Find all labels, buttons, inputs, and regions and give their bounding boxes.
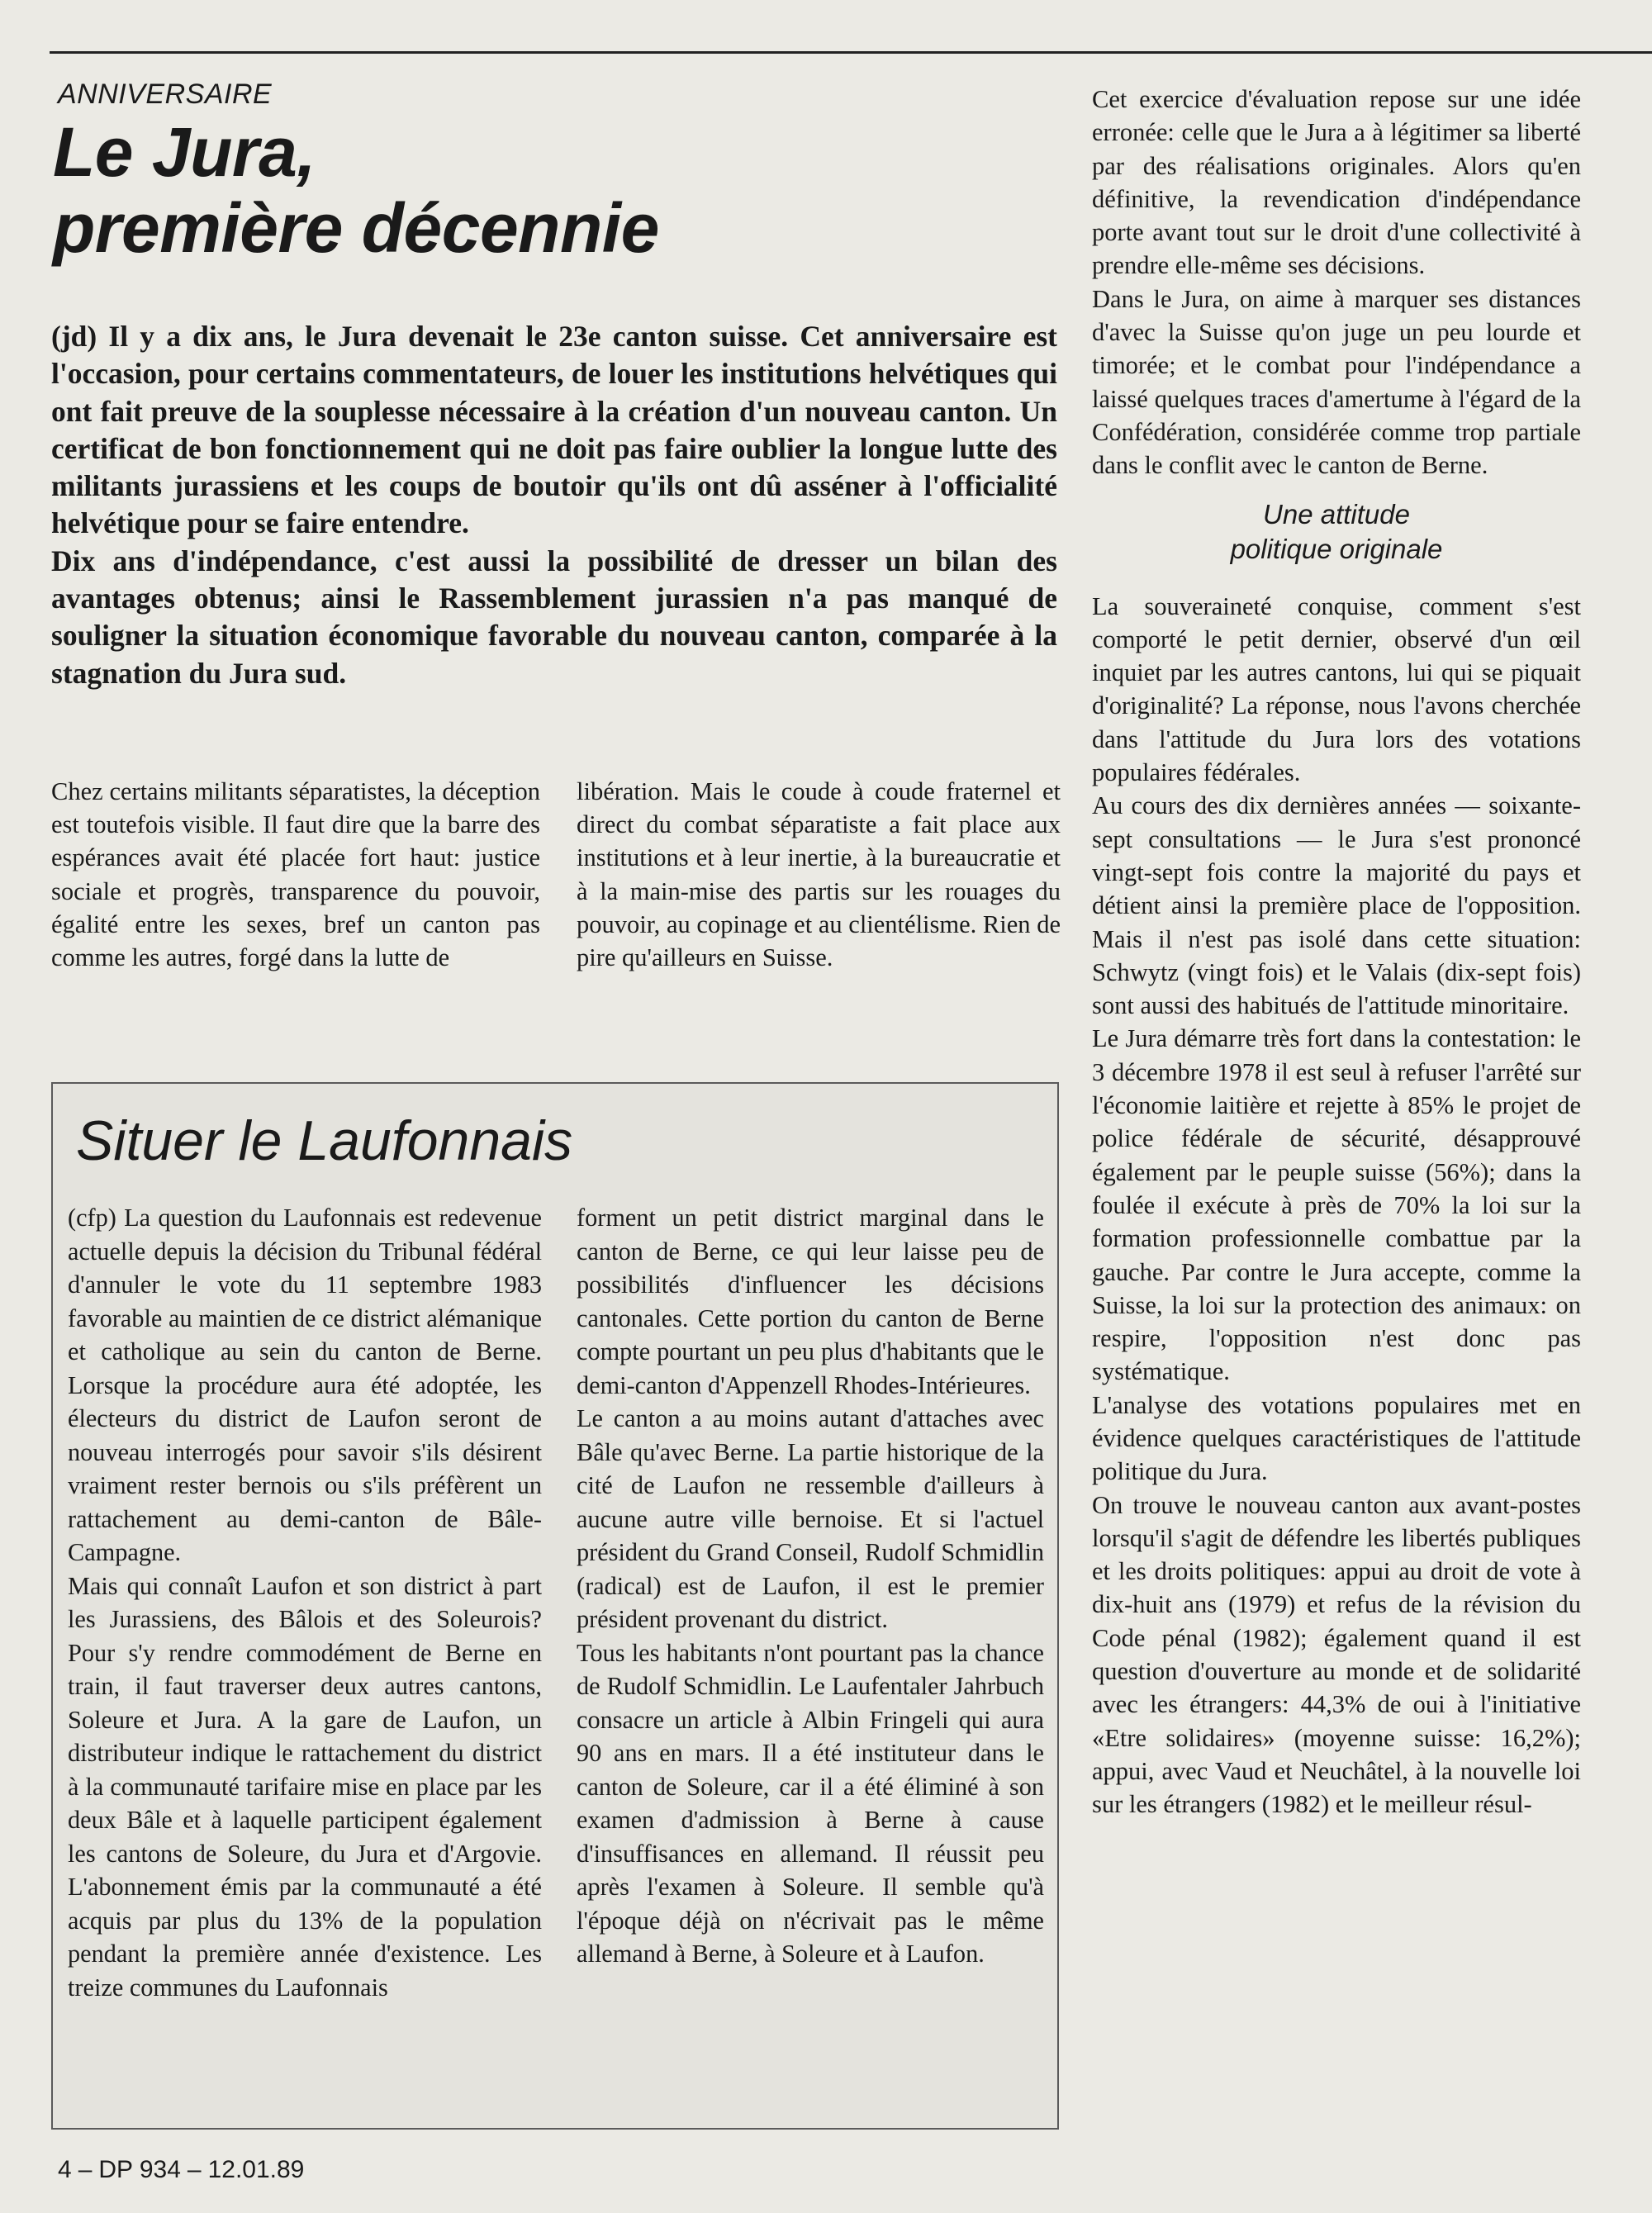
lead-paragraph: Dix ans d'indépendance, c'est aussi la possibilité de dresser un bilan des avantages obtenus; ainsi le Rassemblement jurassien n'a pas manqué de souligner la situation économique favorable du nouveau canton, comparée à la stagnation du Jura sud. (51, 544, 1057, 690)
footer-separator: – (187, 2156, 202, 2183)
body-paragraph: Chez certains militants séparatistes, la déception est toutefois visible. Il faut dire que la barre des espérances avait été placée fort haut: justice sociale et progrès, transparence du pouvoir, égalité entre les sexes, bref un canton pas comme les autres, forgé dans la lutte de (51, 777, 540, 972)
body-paragraph: Dans le Jura, on aime à marquer ses distances d'avec la Suisse qu'on juge un peu lourde et timorée; et le combat pour l'indépendance a laissé quelques traces d'amertume à l'égard de la Confédération, considérée comme trop partiale dans le conflit avec le canton de Berne. (1092, 284, 1581, 480)
page-footer (58, 2156, 311, 2184)
body-paragraph: libération. Mais le coude à coude fraternel et direct du combat séparatiste a fait place aux institutions et à leur inertie, à la bureaucratie et à la main-mise des partis sur les rouages du pouvoir, au copinage et au clientélisme. Rien de pire qu'ailleurs en Suisse. (577, 777, 1061, 972)
top-rule (50, 51, 1652, 54)
subheading-line-2: politique originale (1230, 533, 1443, 564)
sidebar-column-2 (577, 1201, 1044, 1971)
lead-paragraphs (51, 318, 1057, 692)
article-title (53, 114, 659, 266)
issue-date: 12.01.89 (207, 2156, 305, 2183)
lead-paragraph: (jd) Il y a dix ans, le Jura devenait le 23e canton suisse. Cet anniversaire est l'occasion, pour certains commentateurs, de louer les institutions helvétiques qui ont fait preuve de la souplesse nécessaire à la création d'un nouveau canton. Un certificat de bon fonctionnement qui ne doit pas faire oublier la longue lutte des militants jurassiens et les coups de boutoir qu'ils ont dû asséner à l'officialité helvétique pour se faire entendre. (51, 320, 1057, 540)
footer-separator: – (78, 2156, 93, 2183)
page-number: 4 (58, 2156, 72, 2183)
body-paragraph: Le Jura démarre très fort dans la contestation: le 3 décembre 1978 il est seul à refuser l'arrêté sur l'économie laitière et rejette à 85% le projet de police fédérale de sécurité, désapprouvé également par le peuple suisse (56%); dans la foulée il exécute à près de 70% la loi sur la formation professionnelle combattue par la gauche. Par contre le Jura accepte, comme la Suisse, la loi sur la protection des animaux: on respire, l'opposition n'est donc pas systématique. (1092, 1024, 1581, 1386)
title-line-1: Le Jura, (53, 113, 316, 191)
issue-number: DP 934 (98, 2156, 181, 2183)
body-paragraph: L'analyse des votations populaires met en évidence quelques caractéristiques de l'attitude politique du Jura. (1092, 1390, 1581, 1486)
body-paragraph: Cet exercice d'évaluation repose sur une idée erronée: celle que le Jura a à légitimer sa liberté par des réalisations originales. Alors qu'en définitive, la revendication d'indépendance porte avant tout sur le droit d'une collectivité à prendre elle-même ses décisions. (1092, 85, 1581, 280)
body-paragraph: On trouve le nouveau canton aux avant-postes lorsqu'il s'agit de défendre les libertés publiques et les droits politiques: appui au droit de vote à dix-huit ans (1979) et refus de la révision du Code pénal (1982); également quand il est question d'ouverture au monde et de solidarité avec les étrangers: 44,3% de oui à l'initiative «Etre solidaires» (moyenne suisse: 16,2%); appui, avec Vaud et Neuchâtel, à la nouvelle loi sur les étrangers (1982) et le meilleur résul- (1092, 1490, 1581, 1819)
body-paragraph: Tous les habitants n'ont pourtant pas la chance de Rudolf Schmidlin. Le Laufentaler Jahrbuch consacre un article à Albin Fringeli qui aura 90 ans en mars. Il a été instituteur dans le canton de Soleure, car il a été éliminé à son examen d'admission à Berne à cause d'insuffisances en allemand. Il réussit peu après l'examen à Soleure. Il semble qu'à l'époque déjà on n'écrivait pas le même allemand à Berne, à Soleure et à Laufon. (577, 1638, 1044, 1968)
body-paragraph: La souveraineté conquise, comment s'est comporté le petit dernier, observé d'un œil inquiet par les autres cantons, lui qui se piquait d'originalité? La réponse, nous l'avons cherchée dans l'attitude du Jura lors des votations populaires fédérales. (1092, 591, 1581, 787)
sidebar-title: Situer le Laufonnais (76, 1109, 573, 1172)
section-kicker: ANNIVERSAIRE (58, 78, 273, 110)
body-paragraph: forment un petit district marginal dans le canton de Berne, ce qui leur laisse peu de possibilités d'influencer les décisions cantonales. Cette portion du canton de Berne compte pourtant un peu plus d'habitants que le demi-canton d'Appenzell Rhodes-Intérieures. (577, 1204, 1044, 1399)
right-column (1092, 83, 1581, 1821)
title-line-2: première décennie (53, 189, 659, 267)
subheading (1092, 497, 1581, 567)
intro-column-2 (577, 775, 1061, 974)
sidebar-column-1 (68, 1201, 542, 2004)
body-paragraph: Le canton a au moins autant d'attaches avec Bâle qu'avec Berne. La partie historique de la cité de Laufon ne ressemble d'ailleurs à aucune autre ville bernoise. Et si l'actuel président du Grand Conseil, Rudolf Schmidlin (radical) est de Laufon, il est le premier président provenant du district. (577, 1404, 1044, 1633)
subheading-line-1: Une attitude (1263, 498, 1410, 530)
body-paragraph: (cfp) La question du Laufonnais est redevenue actuelle depuis la décision du Tribunal fédéral d'annuler le vote du 11 septembre 1983 favorable au maintien de ce district alémanique et catholique au sein du canton de Berne. Lorsque la procédure aura été adoptée, les électeurs du district de Laufon seront de nouveau interrogés pour savoir s'ils désirent vraiment rester bernois ou s'ils préfèrent un rattachement au demi-canton de Bâle-Campagne. (68, 1204, 542, 1566)
intro-column-1 (51, 775, 540, 974)
body-paragraph: Mais qui connaît Laufon et son district à part les Jurassiens, des Bâlois et des Soleurois? Pour s'y rendre commodément de Berne en train, il faut traverser deux autres cantons, Soleure et Jura. A la gare de Laufon, un distributeur indique le rattachement du district à la communauté tarifaire mise en place par les deux Bâle et à laquelle participent également les cantons de Soleure, du Jura et d'Argovie. L'abonnement émis par la communauté a été acquis par plus du 13% de la population pendant la première année d'existence. Les treize communes du Laufonnais (68, 1571, 542, 2002)
body-paragraph: Au cours des dix dernières années — soixante-sept consultations — le Jura s'est prononcé vingt-sept fois contre la majorité du pays et détient ainsi la première place de l'opposition. Mais il n'est pas isolé dans cette situation: Schwytz (vingt fois) et le Valais (dix-sept fois) sont aussi des habitués de l'attitude minoritaire. (1092, 791, 1581, 1020)
